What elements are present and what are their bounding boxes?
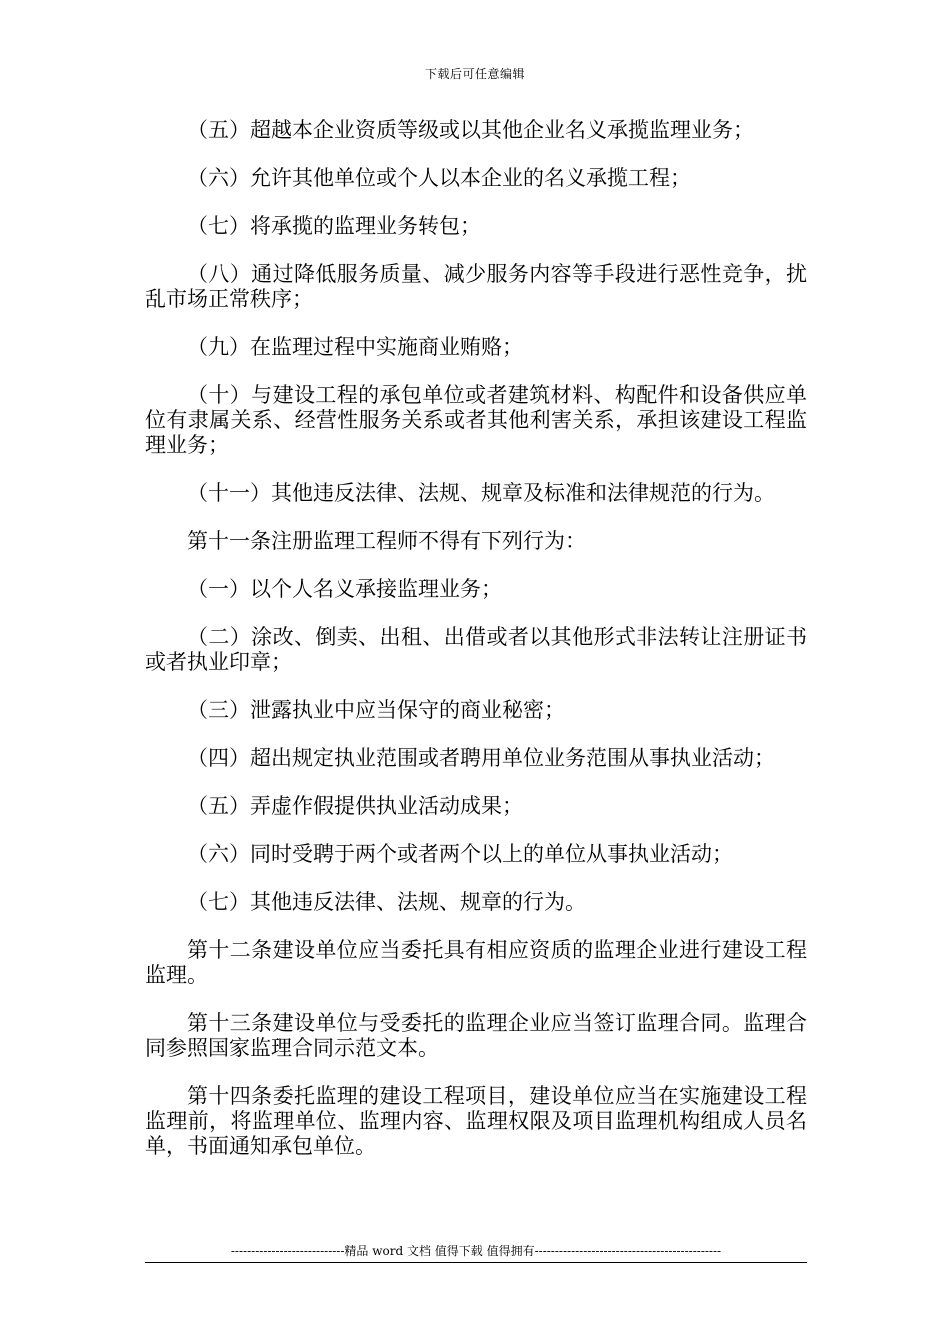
article-paragraph: 第十二条建设单位应当委托具有相应资质的监理企业进行建设工程监理。 xyxy=(145,938,807,987)
paragraph: （五）超越本企业资质等级或以其他企业名义承揽监理业务； xyxy=(187,118,754,142)
article-paragraph: 第十四条委托监理的建设工程项目，建设单位应当在实施建设工程监理前，将监理单位、监理内容、监理权限及项目监理机构组成人员名单，书面通知承包单位。 xyxy=(145,1084,807,1158)
paragraph: （四）超出规定执业范围或者聘用单位业务范围从事执业活动； xyxy=(187,746,775,770)
article-paragraph: 第十三条建设单位与受委托的监理企业应当签订监理合同。监理合同参照国家监理合同示范文本。 xyxy=(145,1011,807,1060)
footer-note: ----------------------------精品 word 文档 值得下载 值得拥有---------------------------------------------- xyxy=(230,1244,722,1258)
paragraph: （七）将承揽的监理业务转包； xyxy=(187,214,481,238)
article-heading: 第十一条注册监理工程师不得有下列行为： xyxy=(187,529,586,553)
paragraph: （三）泄露执业中应当保守的商业秘密； xyxy=(187,698,565,722)
paragraph: （十一）其他违反法律、法规、规章及标准和法律规范的行为。 xyxy=(187,481,775,505)
paragraph: （六）允许其他单位或个人以本企业的名义承揽工程； xyxy=(187,166,691,190)
paragraph: （七）其他违反法律、法规、规章的行为。 xyxy=(187,890,586,914)
footer-divider xyxy=(145,1262,807,1263)
paragraph: （一）以个人名义承接监理业务； xyxy=(187,577,502,601)
header-note: 下载后可任意编辑 xyxy=(424,67,525,81)
paragraph: （十）与建设工程的承包单位或者建筑材料、构配件和设备供应单位有隶属关系、经营性服务关系或者其他利害关系，承担该建设工程监理业务； xyxy=(145,383,807,457)
paragraph: （九）在监理过程中实施商业贿赂； xyxy=(187,335,523,359)
document-body xyxy=(145,118,807,1182)
paragraph: （二）涂改、倒卖、出租、出借或者以其他形式非法转让注册证书或者执业印章； xyxy=(145,625,807,674)
paragraph: （六）同时受聘于两个或者两个以上的单位从事执业活动； xyxy=(187,842,733,866)
paragraph: （五）弄虚作假提供执业活动成果； xyxy=(187,794,523,818)
paragraph: （八）通过降低服务质量、减少服务内容等手段进行恶性竞争，扰乱市场正常秩序； xyxy=(145,262,807,311)
page-footer xyxy=(145,1243,807,1263)
